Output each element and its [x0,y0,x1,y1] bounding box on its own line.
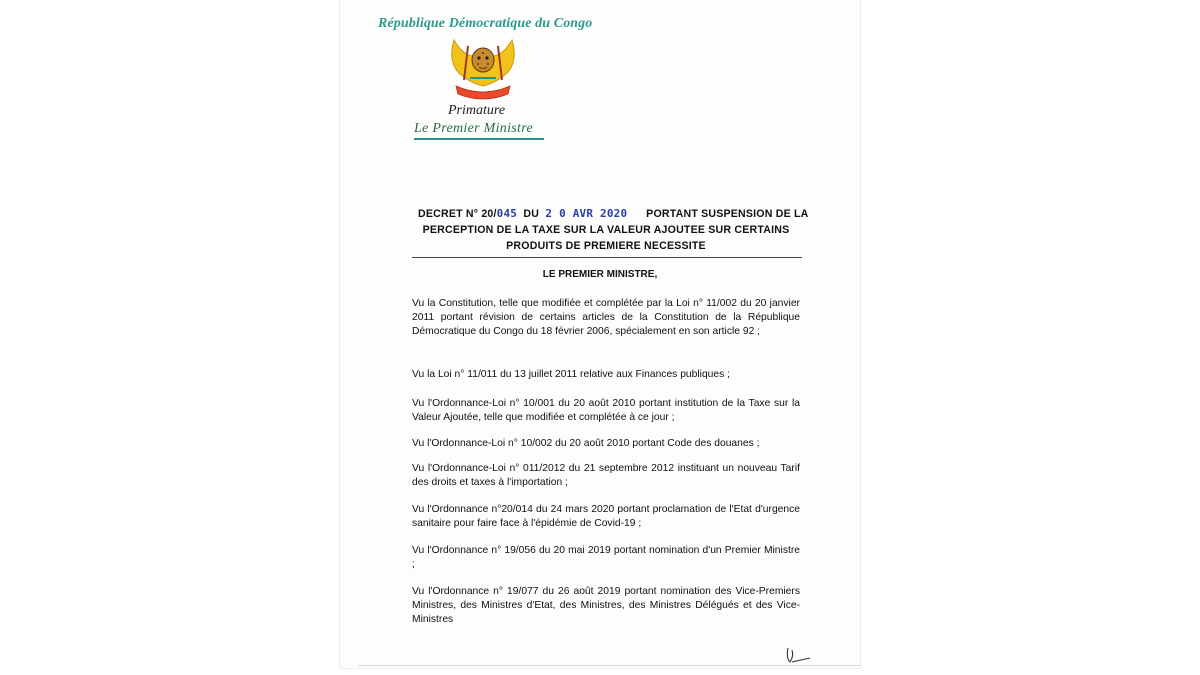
initials-signature [784,644,814,666]
author-heading: LE PREMIER MINISTRE, [542,269,658,280]
office-underline [414,138,544,140]
decree-du: DU [523,208,540,220]
consideration-5: Vu l'Ordonnance-Loi n° 011/2012 du 21 septembre 2012 instituant un nouveau Tarif des droits et taxes à l'importation ; [412,463,800,488]
coat-of-arms-icon [444,36,522,106]
header-primature: Primature [448,103,506,118]
decree-title-line1 [418,206,810,222]
consideration-4: Vu l'Ordonnance-Loi n° 10/002 du 20 août 2010 portant Code des douanes ; [412,438,760,449]
title-divider [412,257,802,258]
header-office: Le Premier Ministre [414,121,533,136]
decree-title-rest: PORTANT SUSPENSION DE LA [646,208,809,220]
consideration-8: Vu l'Ordonnance n° 19/077 du 26 août 2019 portant nomination des Vice-Premiers Ministres, des Ministres d'Etat, des Ministres, des Ministres Délégués et des Vice-Ministres [412,586,800,625]
decree-date-stamp: 2 0 AVR 2020 [545,207,628,220]
decree-prefix: DECRET N° 20/ [418,208,497,220]
consideration-7: Vu l'Ordonnance n° 19/056 du 20 mai 2019 portant nomination d'un Premier Ministre ; [412,545,800,570]
consideration-1: Vu la Constitution, telle que modifiée et complétée par la Loi n° 11/002 du 20 janvier 2011 portant révision de certains articles de la Constitution de la République Démocratique du Congo du 18 février 2006, spécialement en son article 92 ; [412,298,800,337]
decree-title-line2: PERCEPTION DE LA TAXE SUR LA VALEUR AJOUTEE SUR CERTAINS [422,224,790,236]
header-republic: République Démocratique du Congo [378,16,593,31]
document-page [340,0,860,668]
consideration-6: Vu l'Ordonnance n°20/014 du 24 mars 2020 portant proclamation de l'Etat d'urgence sanitaire pour faire face à l'épidémie de Covid-19 ; [412,504,800,529]
decree-title-line3: PRODUITS DE PREMIERE NECESSITE [506,240,706,252]
decree-number: 045 [496,207,518,220]
consideration-2: Vu la Loi n° 11/011 du 13 juillet 2011 relative aux Finances publiques ; [412,369,731,380]
consideration-3: Vu l'Ordonnance-Loi n° 10/001 du 20 août 2010 portant institution de la Taxe sur la Valeur Ajoutée, telle que modifiée et complétée à ce jour ; [412,398,800,423]
page-bottom-edge [358,665,860,666]
